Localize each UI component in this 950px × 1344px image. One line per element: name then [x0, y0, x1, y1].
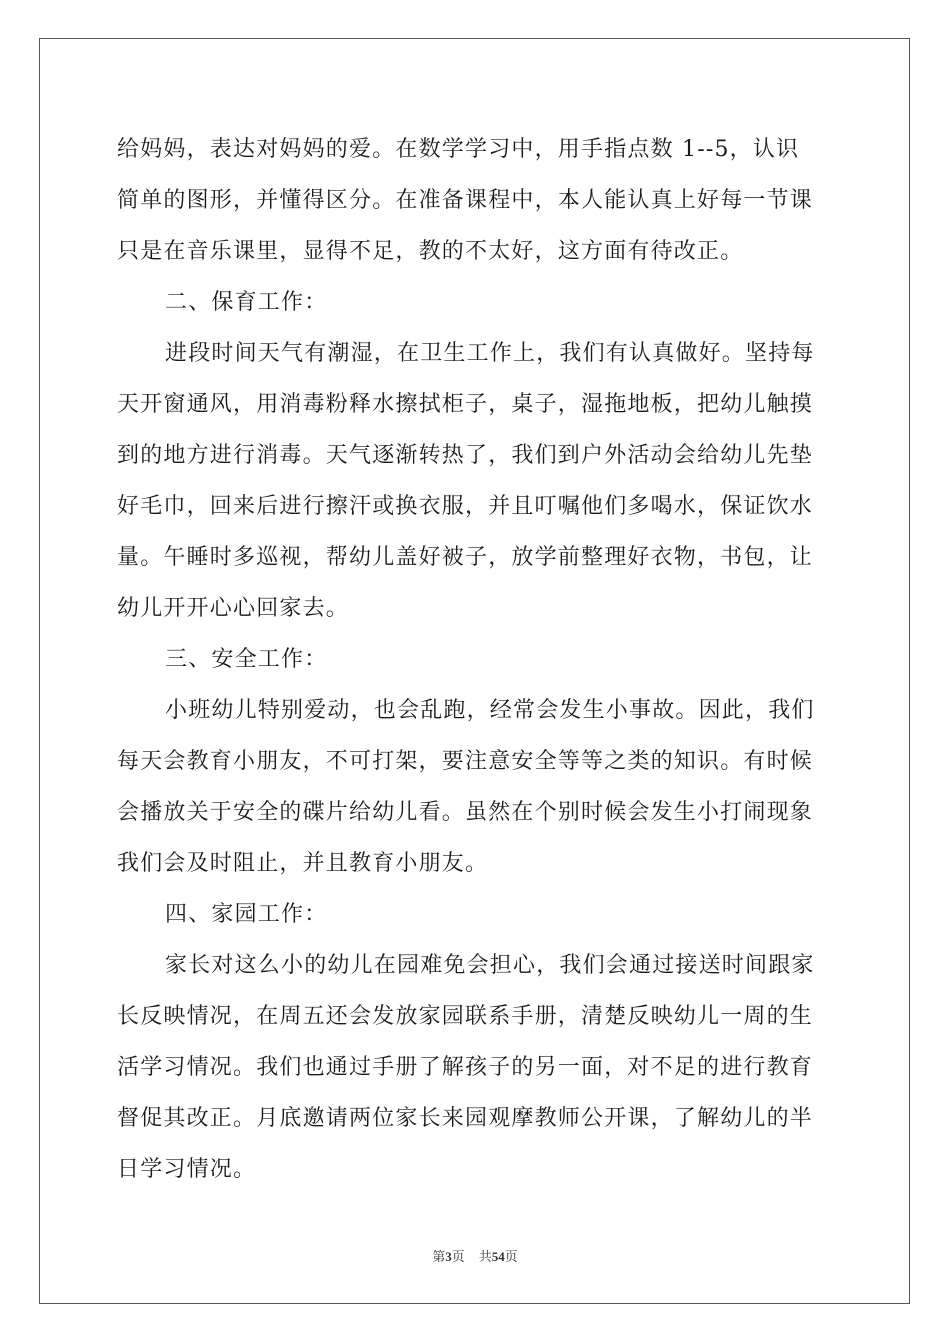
paragraph-line: 进段时间天气有潮湿，在卫生工作上，我们有认真做好。坚持每	[165, 341, 815, 366]
paragraph-line: 量。午睡时多巡视，帮幼儿盖好被子，放学前整理好衣物，书包，让	[117, 545, 814, 570]
paragraph-line: 好毛巾，回来后进行擦汗或换衣服，并且叮嘱他们多喝水，保证饮水	[117, 494, 814, 519]
paragraph-line: 幼儿开开心心回家去。	[117, 596, 350, 621]
paragraph-line: 会播放关于安全的碟片给幼儿看。虽然在个别时候会发生小打闹现象	[117, 800, 814, 825]
paragraph-line: 给妈妈，表达对妈妈的爱。在数学学习中，用手指点数 1--5，认识	[117, 137, 800, 162]
paragraph-line: 活学习情况。我们也通过手册了解孩子的另一面，对不足的进行教育	[117, 1055, 814, 1080]
section-heading-home-school: 四、家园工作：	[165, 902, 328, 927]
paragraph-line: 小班幼儿特别爱动，也会乱跑，经常会发生小事故。因此，我们	[165, 698, 815, 723]
paragraph-line: 每天会教育小朋友，不可打架，要注意安全等等之类的知识。有时候	[117, 749, 814, 774]
page-prefix: 第	[432, 1249, 446, 1264]
total-suffix: 页	[504, 1249, 518, 1264]
section-heading-safety: 三、安全工作：	[165, 647, 328, 672]
paragraph-line: 督促其改正。月底邀请两位家长来园观摩教师公开课，了解幼儿的半	[117, 1106, 814, 1131]
page-number: 3	[445, 1249, 452, 1264]
paragraph-line: 长反映情况，在周五还会发放家园联系手册，清楚反映幼儿一周的生	[117, 1004, 814, 1029]
page-suffix: 页	[451, 1249, 465, 1264]
paragraph-line: 到的地方进行消毒。天气逐渐转热了，我们到户外活动会给幼儿先垫	[117, 443, 814, 468]
paragraph-line: 简单的图形，并懂得区分。在准备课程中，本人能认真上好每一节课	[117, 188, 814, 213]
page-footer	[0, 1246, 950, 1265]
paragraph-line: 家长对这么小的幼儿在园难免会担心，我们会通过接送时间跟家	[165, 953, 815, 978]
paragraph-line: 我们会及时阻止，并且教育小朋友。	[117, 851, 489, 876]
paragraph-line: 只是在音乐课里，显得不足，教的不太好，这方面有待改正。	[117, 239, 744, 264]
section-heading-childcare: 二、保育工作：	[165, 290, 328, 315]
total-prefix: 共	[478, 1249, 492, 1264]
paragraph-line: 天开窗通风，用消毒粉释水擦拭柜子，桌子，湿拖地板，把幼儿触摸	[117, 392, 814, 417]
paragraph-line: 日学习情况。	[117, 1157, 257, 1182]
total-pages: 54	[491, 1249, 505, 1264]
document-body	[117, 124, 837, 1195]
